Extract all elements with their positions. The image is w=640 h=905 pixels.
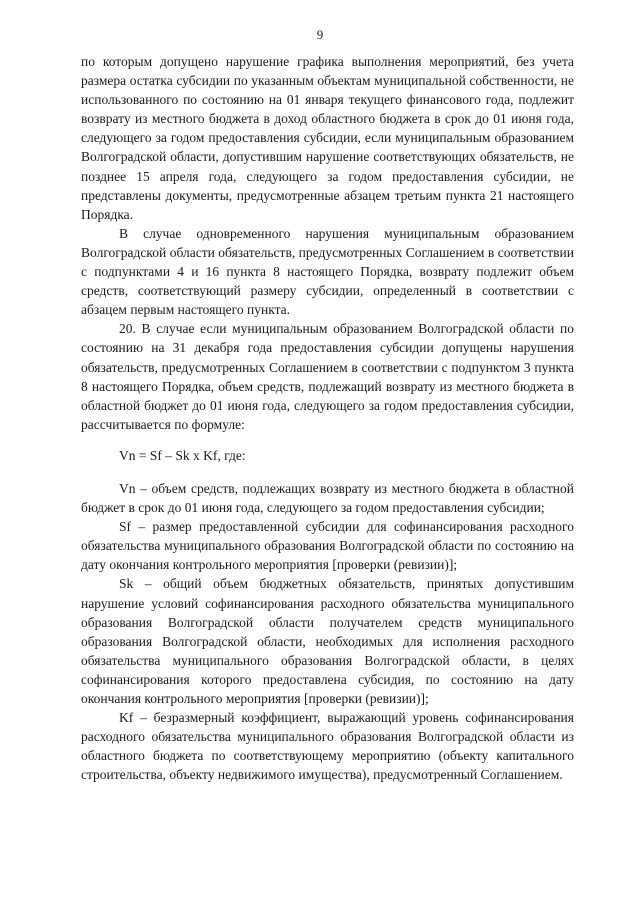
page-number: 9: [316, 27, 324, 42]
definition-sk: Sk – общий объем бюджетных обязательств, принятых допустившим нарушение условий софинансирования расходного обязательства муниципального образования Волгоградской области получателем средств муниципального образования Волгоградской области, необходимых для исполнения расходного обязательства муниципального образования Волгоградской области, в целях софинансирования которого предоставлена субсидия, по состоянию на дату окончания контрольного мероприятия [проверки (ревизии)];: [81, 576, 574, 706]
paragraph-clause-20: 20. В случае если муниципальным образованием Волгоградской области по состоянию на 31 декабря года предоставления субсидии допущены нарушения обязательств, предусмотренных Соглашением в соответствии с подпунктом 3 пункта 8 настоящего Порядка, объем средств, подлежащий возврату из местного бюджета в областной бюджет до 01 июня года, следующего за годом предоставления субсидии, рассчитывается по формуле:: [81, 321, 574, 432]
formula: Vn = Sf – Sk x Kf, где:: [119, 447, 246, 463]
paragraph-continuation: по которым допущено нарушение графика выполнения мероприятий, без учета размера остатка субсидии по указанным объектам муниципальной собственности, не использованного по состоянию на 01 января текущего финансового года, подлежит возврату из местного бюджета в доход областного бюджета в срок до 01 июня года, следующего за годом предоставления субсидии, если муниципальным образованием Волгоградской области, допустившим нарушение соответствующих обязательств, не позднее 15 апреля года, следующего за годом предоставления субсидии, не представлены документы, предусмотренные абзацем третьим пункта 21 настоящего Порядка.: [81, 54, 574, 222]
definition-sf: Sf – размер предоставленной субсидии для софинансирования расходного обязательства муниципального образования Волгоградской области по состоянию на дату окончания контрольного мероприятия [проверки (ревизии)];: [81, 519, 574, 573]
document-body: [81, 52, 574, 784]
definition-kf: Kf – безразмерный коэффициент, выражающий уровень софинансирования расходного обязательства муниципального образования Волгоградской области из областного бюджета по соответствующему мероприятию (объекту капитального строительства, объекту недвижимого имущества), предусмотренный Соглашением.: [81, 710, 574, 783]
paragraph-simultaneous-violation: В случае одновременного нарушения муниципальным образованием Волгоградской области обязательств, предусмотренных Соглашением в соответствии с подпунктами 4 и 16 пункта 8 настоящего Порядка, возврату подлежит объем средств, соответствующий размеру субсидии, определенный в соответствии с абзацем первым настоящего пункта.: [81, 225, 574, 318]
definition-vn: Vn – объем средств, подлежащих возврату из местного бюджета в областной бюджет в срок до 01 июня года, следующего за годом предоставления субсидии;: [81, 480, 574, 516]
